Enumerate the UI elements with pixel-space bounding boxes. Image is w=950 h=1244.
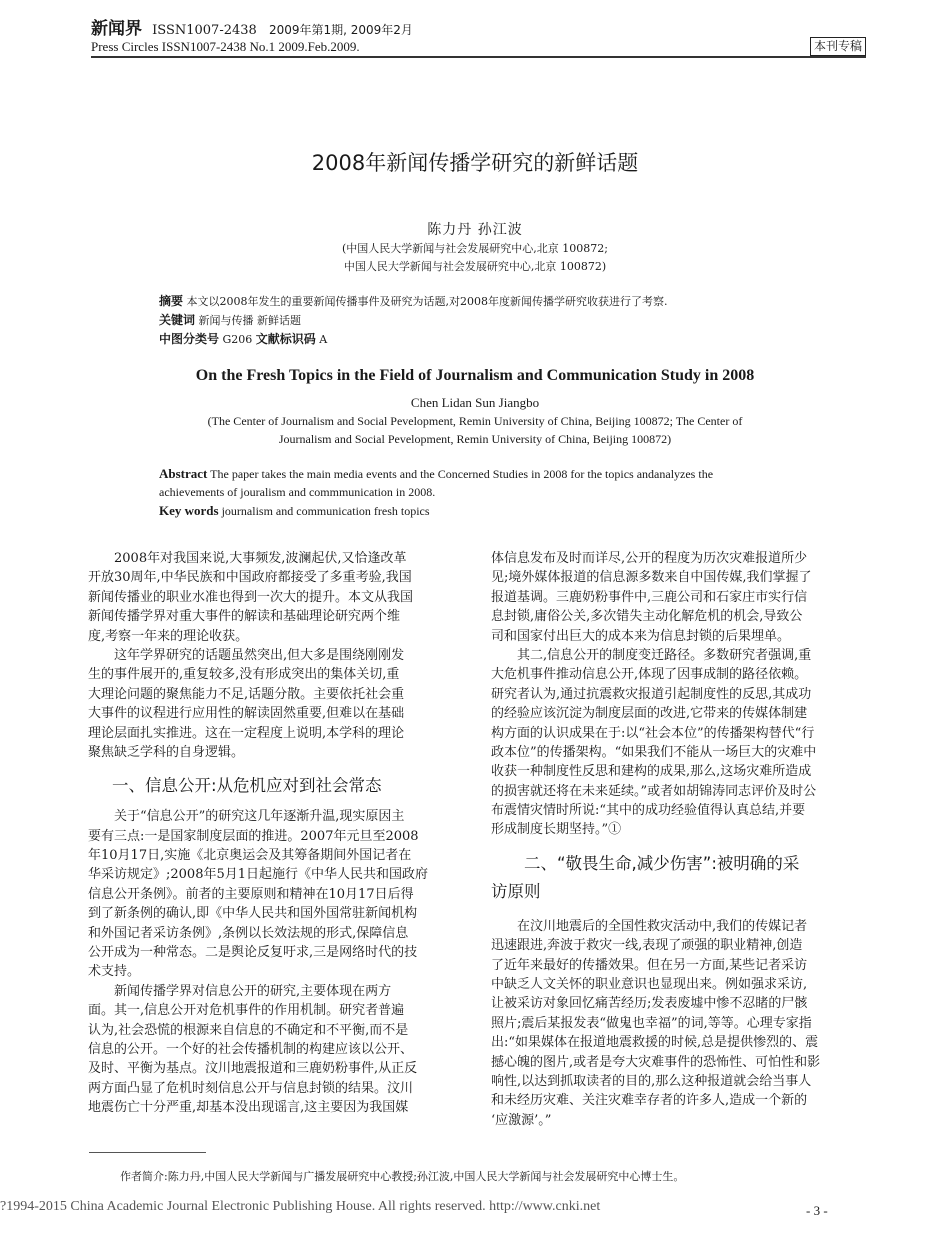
body-line: 大理论问题的聚焦能力不足,话题分散。主要依托社会重	[88, 686, 405, 702]
section-heading-2: 二、“敬畏生命,减少伤害”:被明确的采	[491, 853, 800, 873]
keywords-text: 新闻与传播 新鲜话题	[195, 314, 302, 327]
english-abstract-label: Abstract	[159, 466, 208, 481]
body-line: 认为,社会恐慌的根源来自信息的不确定和不平衡,而不是	[88, 1022, 409, 1038]
body-line: 研究者认为,通过抗震救灾报道引起制度性的反思,其成功	[491, 686, 812, 702]
english-abstract-continued: achievements of jouralism and commmunication in 2008.	[159, 485, 436, 499]
body-line: 的损害就还将在未来延续。”或者如胡锦涛同志评价及时公	[491, 783, 817, 799]
body-line: 息封锁,庸俗公关,多次错失主动化解危机的机会,导致公	[491, 609, 803, 625]
body-line: 的经验应该沉淀为制度层面的改进,它带来的传媒体制建	[491, 706, 808, 722]
journal-issue: 2009年第1期, 2009年2月	[268, 23, 413, 37]
body-line: 聚焦缺乏学科的自身逻辑。	[88, 744, 245, 760]
body-line: 关于“信息公开”的研究这几年逐渐升温,现实原因主	[88, 809, 405, 825]
body-line: 这年学界研究的话题虽然突出,但大多是围绕刚刚发	[88, 647, 405, 663]
body-line: 体信息发布及时而详尽,公开的程度为历次灾难报道所少	[491, 551, 808, 566]
body-line: 其二,信息公开的制度变迁路径。多数研究者强调,重	[491, 647, 812, 663]
abstract-label: 摘要	[159, 294, 184, 308]
english-title: On the Fresh Topics in the Field of Journalism and Communication Study in 2008	[195, 367, 755, 384]
body-line: 生的事件展开的,重复较多,没有形成突出的集体关切,重	[88, 667, 400, 683]
body-line: 及时、平衡为基点。汶川地震报道和三鹿奶粉事件,从正反	[88, 1061, 418, 1077]
clc-label: 中图分类号	[159, 332, 220, 346]
english-affiliation-line: (The Center of Journalism and Social Pevelopment, Remin University of China, Beijing 100872; The Center of	[207, 414, 743, 428]
body-line: 出:“如果媒体在报道地震救援的时候,总是提供惨烈的、震	[491, 1035, 819, 1051]
body-line: 了近年来最好的传播效果。但在另一方面,某些记者采访	[491, 957, 808, 973]
article-title: 2008年新闻传播学研究的新鲜话题	[311, 151, 639, 175]
body-line: 政本位”的传播架构。“如果我们不能从一场巨大的灾难中	[491, 744, 817, 760]
body-line: 报道基调。三鹿奶粉事件中,三鹿公司和石家庄市实行信	[491, 589, 808, 605]
author-footnote: 作者简介:陈力丹,中国人民大学新闻与广播发展研究中心教授;孙江波,中国人民大学新闻与社会发展研究中心博士生。	[120, 1170, 685, 1183]
body-line: 司和国家付出巨大的成本来为信息封锁的后果埋单。	[491, 628, 791, 644]
body-line: 照片;震后某报发表“做鬼也幸福”的词,等等。心理专家指	[491, 1015, 812, 1031]
body-line: 年10月17日,实施《北京奥运会及其筹备期间外国记者在	[88, 848, 412, 864]
body-line: 响性,以达到抓取读者的目的,那么这种报道就会给当事人	[491, 1073, 812, 1089]
body-line: 见;境外媒体报道的信息源多数来自中国传媒,我们掌握了	[491, 570, 812, 586]
copyright-notice: ?1994-2015 China Academic Journal Electronic Publishing House. All rights reserved. http://www.cnki.net	[0, 1199, 601, 1214]
body-line: 构方面的认识成果在于:以“社会本位”的传播架构替代“行	[491, 725, 815, 741]
affiliation-line: (中国人民大学新闻与社会发展研究中心,北京 100872;	[342, 242, 608, 255]
english-keywords-label: Key words	[159, 503, 219, 518]
journal-header	[91, 14, 413, 39]
column-tag: 本刊专稿	[810, 37, 866, 56]
english-keywords-text: journalism and communication fresh topics	[218, 504, 430, 518]
body-line: 形成制度长期坚持。”①	[491, 822, 622, 838]
journal-header-english: Press Circles ISSN1007-2438 No.1 2009.Feb.2009.	[91, 39, 360, 54]
body-right-column	[491, 549, 866, 1130]
page-number: - 3 -	[806, 1203, 828, 1218]
english-keywords	[159, 503, 430, 519]
article-authors: 陈力丹 孙江波	[427, 222, 523, 238]
journal-issn: ISSN1007-2438	[152, 23, 257, 38]
section-heading-2-continued: 访原则	[491, 881, 541, 901]
classification	[159, 330, 327, 347]
body-line: 在汶川地震后的全国性救灾活动中,我们的传媒记者	[491, 918, 808, 934]
body-line: 和未经历灾难、关注灾难幸存者的许多人,造成一个新的	[491, 1093, 808, 1109]
body-line: 华采访规定》;2008年5月1日起施行《中华人民共和国政府	[88, 867, 429, 883]
body-line: 两方面凸显了危机时刻信息公开与信息封锁的结果。汶川	[88, 1080, 414, 1096]
body-line: 信息的公开。一个好的社会传播机制的构建应该以公开、	[88, 1041, 414, 1057]
body-line: 到了新条例的确认,即《中华人民共和国外国常驻新闻机构	[88, 906, 418, 922]
doc-code-label: 文献标识码	[255, 332, 316, 346]
affiliation-line: 中国人民大学新闻与社会发展研究中心,北京 100872)	[343, 260, 607, 273]
body-line: 信息公开条例》。前者的主要原则和精神在10月17日后得	[88, 886, 414, 902]
body-left-column	[88, 549, 462, 1118]
body-line: 迅速跟进,奔波于救灾一线,表现了顽强的职业精神,创造	[491, 938, 803, 954]
body-line: 大事件的议程进行应用性的解读固然重要,但难以在基础	[88, 706, 405, 722]
english-authors: Chen Lidan Sun Jiangbo	[410, 395, 540, 410]
body-line: 度,考察一年来的理论收获。	[88, 628, 249, 644]
body-line: 2008年对我国来说,大事频发,波澜起伏,又恰逢改革	[88, 551, 407, 566]
body-line: 收获一种制度性反思和建构的成果,那么,这场灾难所造成	[491, 764, 812, 780]
body-line: 开放30周年,中华民族和中国政府都接受了多重考验,我国	[88, 570, 412, 586]
body-line: 面。其一,信息公开对危机事件的作用机制。研究者普遍	[88, 1003, 405, 1019]
body-line: 撼心魄的图片,或者是夸大灾难事件的恐怖性、可怕性和影	[491, 1054, 821, 1070]
abstract-text: 本文以2008年发生的重要新闻传播事件及研究为话题,对2008年度新闻传播学研究收获进行了考察.	[183, 295, 668, 308]
body-line: 公开成为一种常态。二是舆论反复吁求,三是网络时代的技	[88, 945, 418, 961]
body-line: 和外国记者采访条例》,条例以长效法规的形式,保障信息	[88, 925, 409, 941]
body-line: 让被采访对象回忆痛苦经历;发表废墟中惨不忍睹的尸骸	[491, 996, 808, 1012]
header-divider	[91, 56, 866, 58]
body-line: 大危机事件推动信息公开,体现了因事成制的路径依赖。	[491, 667, 808, 683]
body-line: 中缺乏人文关怀的职业意识也显现出来。例如强求采访,	[491, 977, 808, 993]
body-line: 地震伤亡十分严重,却基本没出现谣言,这主要因为我国媒	[88, 1100, 409, 1116]
body-line: 布震情灾情时所说:“其中的成功经验值得认真总结,并要	[491, 803, 806, 819]
abstract-cn	[159, 292, 668, 309]
footnote-divider	[89, 1152, 206, 1153]
doc-code-value: A	[315, 333, 328, 346]
body-line: 理论层面扎实推进。这在一定程度上说明,本学科的理论	[88, 725, 405, 741]
body-line: 要有三点:一是国家制度层面的推进。2007年元旦至2008	[88, 828, 419, 844]
keywords-cn	[159, 311, 301, 328]
clc-value: G206	[219, 333, 256, 346]
english-abstract	[159, 466, 713, 482]
body-line: 术支持。	[88, 964, 141, 980]
section-heading-1: 一、信息公开:从危机应对到社会常态	[112, 776, 382, 796]
english-abstract-text: The paper takes the main media events and the Concerned Studies in 2008 for the topics andanalyzes the	[207, 467, 714, 481]
body-line: 新闻传播学界对重大事件的解读和基础理论研究两个维	[88, 609, 401, 625]
body-line: 新闻传播业的职业水准也得到一次大的提升。本文从我国	[88, 589, 414, 605]
journal-name: 新闻界	[91, 19, 142, 39]
body-line: 新闻传播学界对信息公开的研究,主要体现在两方	[88, 983, 392, 999]
body-line: ‘应激源’。”	[491, 1112, 552, 1128]
english-affiliation-line: Journalism and Social Pevelopment, Remin University of China, Beijing 100872)	[278, 432, 672, 446]
keywords-label: 关键词	[159, 313, 196, 327]
